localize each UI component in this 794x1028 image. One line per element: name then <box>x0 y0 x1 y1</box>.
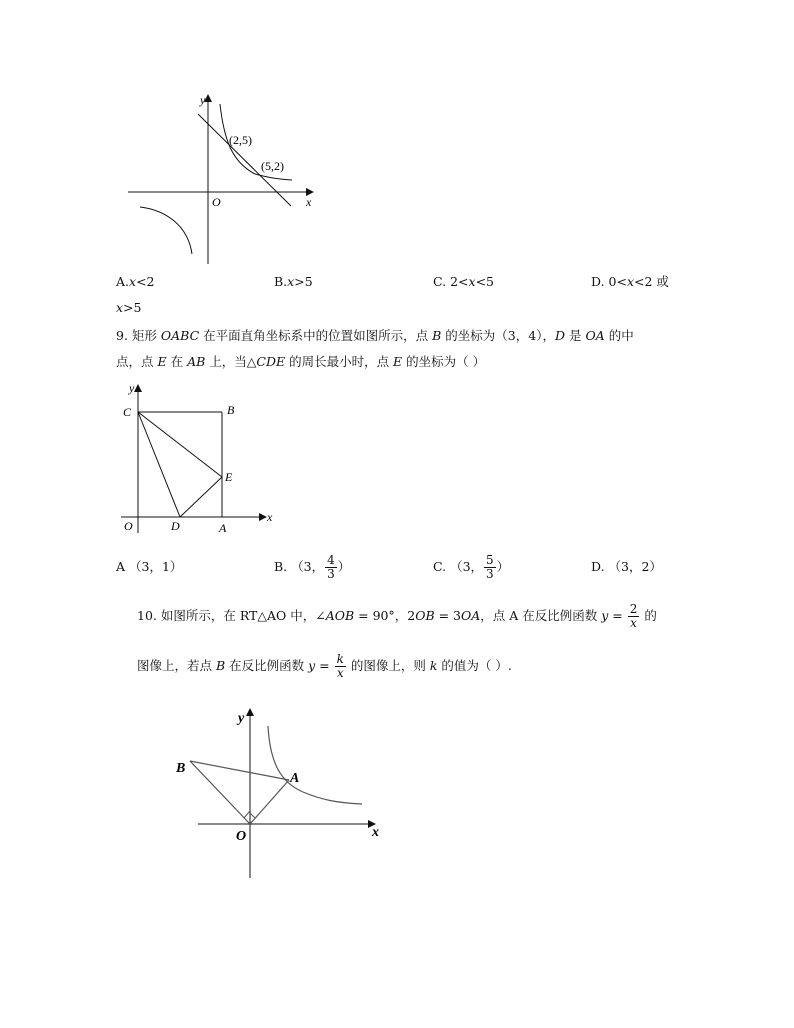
text: 在反比例函数 <box>225 658 309 673</box>
text: 的坐标为（3，4）， <box>441 328 555 343</box>
var: OABC <box>160 328 200 343</box>
option-text: C. （3， <box>433 559 484 574</box>
q9-option-a[interactable] <box>116 558 182 576</box>
text: = <box>315 658 334 673</box>
text: 的坐标为（ ） <box>402 354 486 369</box>
option-text: ） <box>337 559 351 574</box>
denominator: x <box>336 666 344 680</box>
var: AB <box>187 354 206 369</box>
q9-option-c[interactable] <box>433 548 509 586</box>
denominator: 3 <box>486 567 494 581</box>
denominator: x <box>630 616 637 630</box>
text: 的周长最小时，点 <box>285 354 394 369</box>
option-text: >5 <box>123 300 142 315</box>
x-axis-label: x <box>267 510 273 524</box>
text: = <box>608 608 627 623</box>
var: E <box>393 354 403 369</box>
point-b-label: B <box>227 403 235 417</box>
q8-option-d[interactable] <box>591 273 669 291</box>
figure-rectangle-oabc <box>115 378 280 538</box>
text: 在平面直角坐标系中的位置如图所示，点 <box>199 328 433 343</box>
point-label-2-5: (2,5) <box>229 133 252 147</box>
numerator: 4 <box>327 553 335 567</box>
option-var: x <box>116 300 124 315</box>
text: 矩形 <box>131 328 161 343</box>
point-e-label: E <box>225 470 233 484</box>
segment-de <box>180 477 222 517</box>
var: y <box>601 608 609 623</box>
option-text: <5 <box>475 274 494 289</box>
x-axis-arrow <box>259 513 267 521</box>
var: OA <box>585 328 605 343</box>
text: 图像上，若点 <box>137 658 216 673</box>
point-b-label: B <box>176 761 186 776</box>
option-var: x <box>468 274 476 289</box>
option-var: x <box>626 274 635 289</box>
numerator: 2 <box>629 602 638 616</box>
origin-label: O <box>212 195 221 209</box>
option-var: x <box>129 274 137 289</box>
text: 的 <box>640 608 657 623</box>
q8-option-d-continued <box>116 299 142 317</box>
q10-line-2 <box>137 646 512 686</box>
figure-triangle-aob <box>170 700 390 882</box>
text: ，点 A 在反比例函数 <box>480 608 602 623</box>
y-axis-label: y <box>238 711 245 726</box>
point-a-label: A <box>219 521 227 535</box>
y-axis-arrow <box>246 708 254 716</box>
text: 的图像上，则 <box>346 658 430 673</box>
denominator: 3 <box>327 567 335 581</box>
hyperbola-branch-3 <box>140 207 192 254</box>
var: CDE <box>256 354 286 369</box>
option-letter: C. 2< <box>433 274 469 289</box>
text: 上，当△ <box>205 354 257 369</box>
point-c-label: C <box>123 405 132 419</box>
q8-option-b[interactable] <box>274 273 313 291</box>
option-text: ） <box>496 559 510 574</box>
fraction <box>325 554 337 581</box>
text: 的中 <box>604 328 634 343</box>
figure-hyperbola-line <box>120 90 330 270</box>
var: AOB <box>325 608 355 623</box>
question-number: 9. <box>116 328 128 343</box>
var: OA <box>461 608 481 623</box>
x-axis-label: x <box>306 195 312 209</box>
q9-option-b[interactable] <box>274 548 350 586</box>
origin-label: O <box>236 829 247 844</box>
option-var: x <box>287 274 295 289</box>
option-text: >5 <box>294 274 313 289</box>
hyperbola-y-2-over-x <box>268 726 362 804</box>
option-text: <2 或 <box>634 274 669 289</box>
text: 是 <box>564 328 586 343</box>
numerator: k <box>336 652 344 666</box>
point-a-label: A <box>290 771 300 786</box>
var: OB <box>415 608 435 623</box>
option-text: D. （3，2） <box>591 559 662 574</box>
text: = 90°，2 <box>354 608 416 623</box>
var: D <box>554 328 565 343</box>
q9-line-1 <box>116 327 634 345</box>
x-axis-label: x <box>372 825 379 840</box>
var: B <box>432 328 442 343</box>
q9-option-d[interactable] <box>591 558 662 576</box>
fraction <box>484 554 496 581</box>
text: 点，点 <box>116 354 158 369</box>
q8-option-a[interactable] <box>116 273 155 291</box>
numerator: 5 <box>486 553 494 567</box>
q10-line-1 <box>137 596 657 636</box>
option-letter: B. <box>274 274 288 289</box>
y-axis-label: y <box>129 381 135 395</box>
var: E <box>157 354 167 369</box>
option-letter: D. 0< <box>591 274 627 289</box>
option-text: <2 <box>136 274 155 289</box>
point-label-5-2: (5,2) <box>261 159 284 173</box>
fraction <box>628 603 640 630</box>
y-axis-arrow <box>134 384 142 392</box>
text: 的值为（ ）. <box>437 658 512 673</box>
text: = 3 <box>434 608 462 623</box>
origin-label: O <box>124 519 133 533</box>
var: B <box>215 658 226 673</box>
y-axis-label: y <box>200 93 206 107</box>
fraction <box>335 653 346 680</box>
q9-line-2 <box>116 353 485 371</box>
var: y <box>308 658 316 673</box>
q8-option-c[interactable] <box>433 273 494 291</box>
point-d-label: D <box>171 519 180 533</box>
segment-oa <box>250 780 289 824</box>
text: 在 <box>166 354 188 369</box>
text: 10. 如图所示，在 RT△AO 中，∠ <box>137 608 326 623</box>
option-letter: A. <box>116 274 130 289</box>
option-text: B. （3， <box>274 559 325 574</box>
option-text: A （3，1） <box>116 559 183 574</box>
var: k <box>429 658 438 673</box>
